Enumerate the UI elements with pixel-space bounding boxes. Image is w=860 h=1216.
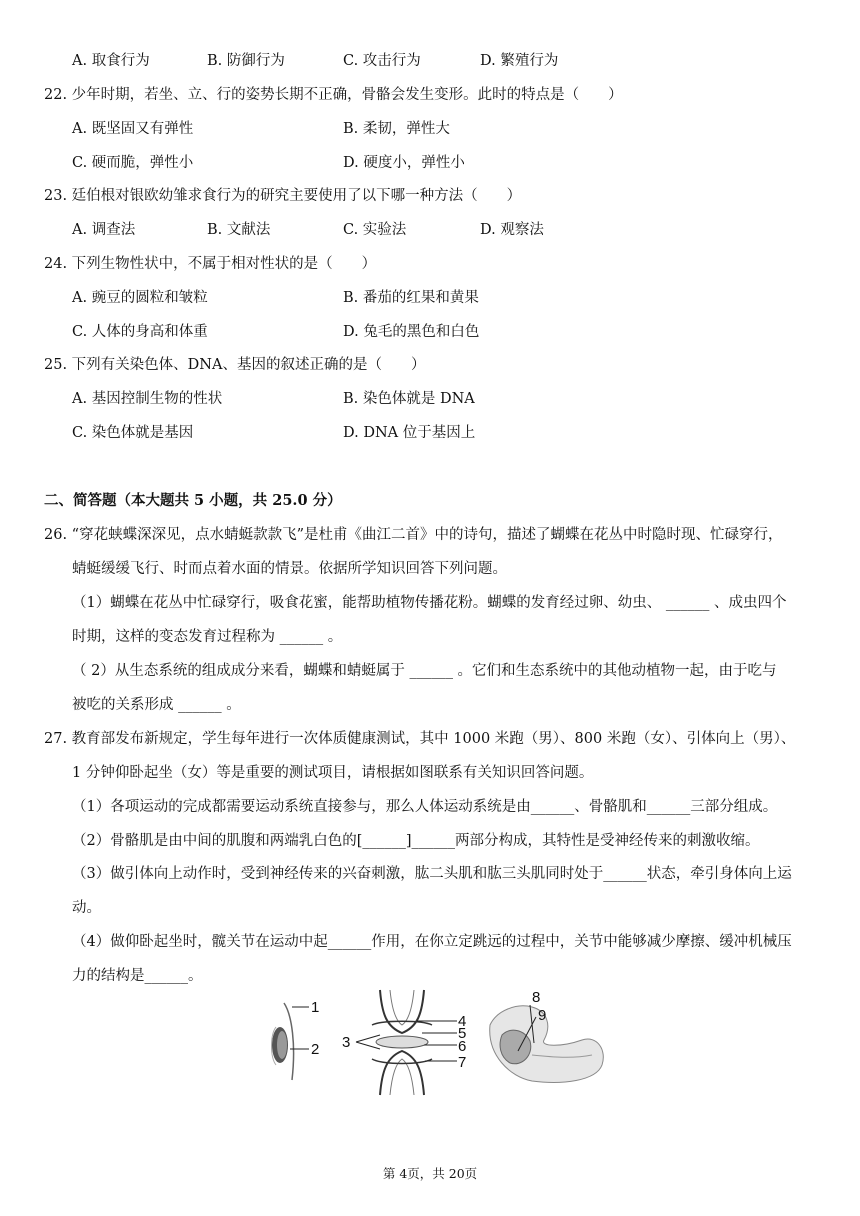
q26-line-1: 26. “穿花蛱蝶深深见，点水蜻蜓款款飞”是杜甫《曲江二首》中的诗句，描述了蝴蝶在花丛中时隐时现、忙碌穿行， bbox=[44, 527, 783, 543]
joint-illustration bbox=[356, 990, 457, 1095]
page-footer: 第 4页，共 20页 bbox=[382, 1166, 478, 1181]
figure-label-5: 5 bbox=[458, 1025, 467, 1042]
q25-option-d: D. DNA 位于基因上 bbox=[343, 425, 476, 441]
q25-option-a: A. 基因控制生物的性状 bbox=[72, 391, 223, 407]
q27-line-8: 力的结构是______。 bbox=[72, 968, 203, 984]
figure-label-6: 6 bbox=[458, 1038, 467, 1055]
q27-line-5: （3）做引体向上动作时，受到神经传来的兴奋刺激，肱二头肌和肱三头肌同时处于______状态，牵引身体向上运 bbox=[72, 866, 792, 882]
q22-option-c: C. 硬而脆，弹性小 bbox=[72, 155, 194, 171]
q24-stem: 24. 下列生物性状中，不属于相对性状的是（ ） bbox=[44, 256, 377, 272]
q23-option-d: D. 观察法 bbox=[480, 222, 544, 238]
q23-option-c: C. 实验法 bbox=[343, 222, 407, 238]
q27-line-6: 动。 bbox=[72, 900, 101, 916]
q23-option-b: B. 文献法 bbox=[207, 222, 271, 238]
q22-option-b: B. 柔韧，弹性大 bbox=[343, 121, 450, 137]
q27-line-3: （1）各项运动的完成都需要运动系统直接参与，那么人体运动系统是由______、骨骼肌和______三部分组成。 bbox=[72, 799, 778, 815]
q27-line-7: （4）做仰卧起坐时，髋关节在运动中起______作用，在你立定跳远的过程中，关节中能够减少摩擦、缓冲机械压 bbox=[72, 934, 792, 950]
q26-line-5: （ 2）从生态系统的组成成分来看，蝴蝶和蜻蜓属于 ______ 。它们和生态系统中的其他动植物一起，由于吃与 bbox=[72, 663, 777, 679]
figure-label-7: 7 bbox=[458, 1054, 467, 1071]
q21-option-b: B. 防御行为 bbox=[207, 53, 285, 69]
q24-option-a: A. 豌豆的圆粒和皱粒 bbox=[72, 290, 208, 306]
q21-option-c: C. 攻击行为 bbox=[343, 53, 421, 69]
arm-illustration bbox=[490, 1005, 604, 1082]
figure-label-4: 4 bbox=[458, 1013, 467, 1030]
q26-line-6: 被吃的关系形成 ______ 。 bbox=[72, 697, 241, 713]
section-2-title: 二、简答题（本大题共 5 小题，共 25.0 分） bbox=[44, 492, 342, 509]
q26-line-4: 时期，这样的变态发育过程称为 ______ 。 bbox=[72, 629, 343, 645]
figure-svg bbox=[262, 985, 627, 1100]
q26-line-2: 蜻蜓缓缓飞行、时而点着水面的情景。依据所学知识回答下列问题。 bbox=[72, 561, 507, 577]
q25-option-c: C. 染色体就是基因 bbox=[72, 425, 194, 441]
figure-label-1: 1 bbox=[311, 999, 320, 1016]
q22-stem: 22. 少年时期，若坐、立、行的姿势长期不正确，骨骼会发生变形。此时的特点是（ ） bbox=[44, 87, 623, 103]
musculoskeletal-figure bbox=[262, 985, 627, 1100]
q27-line-2: 1 分钟仰卧起坐（女）等是重要的测试项目，请根据如图联系有关知识回答问题。 bbox=[72, 765, 594, 781]
q24-option-b: B. 番茄的红果和黄果 bbox=[343, 290, 479, 306]
q22-option-a: A. 既坚固又有弹性 bbox=[72, 121, 194, 137]
q23-option-a: A. 调查法 bbox=[72, 222, 136, 238]
q22-option-d: D. 硬度小，弹性小 bbox=[343, 155, 465, 171]
q26-line-3: （1）蝴蝶在花丛中忙碌穿行，吸食花蜜，能帮助植物传播花粉。蝴蝶的发育经过卵、幼虫、 ______ 、成虫四个 bbox=[72, 595, 787, 611]
figure-label-8: 8 bbox=[532, 989, 541, 1006]
q24-option-c: C. 人体的身高和体重 bbox=[72, 324, 208, 340]
bone-illustration bbox=[272, 1003, 310, 1080]
q27-line-4: （2）骨骼肌是由中间的肌腹和两端乳白色的[______]______两部分构成，其特性是受神经传来的刺激收缩。 bbox=[72, 833, 760, 849]
q27-line-1: 27. 教育部发布新规定，学生每年进行一次体质健康测试，其中 1000 米跑（男）、800 米跑（女）、引体向上（男）、 bbox=[44, 731, 796, 747]
q24-option-d: D. 兔毛的黑色和白色 bbox=[343, 324, 480, 340]
figure-label-2: 2 bbox=[311, 1041, 320, 1058]
figure-label-3: 3 bbox=[342, 1034, 351, 1051]
q25-option-b: B. 染色体就是 DNA bbox=[343, 391, 475, 407]
q25-stem: 25. 下列有关染色体、DNA、基因的叙述正确的是（ ） bbox=[44, 357, 426, 373]
q21-option-d: D. 繁殖行为 bbox=[480, 53, 559, 69]
q23-stem: 23. 廷伯根对银欧幼雏求食行为的研究主要使用了以下哪一种方法（ ） bbox=[44, 188, 522, 204]
q21-option-a: A. 取食行为 bbox=[72, 53, 150, 69]
figure-label-9: 9 bbox=[538, 1007, 547, 1024]
